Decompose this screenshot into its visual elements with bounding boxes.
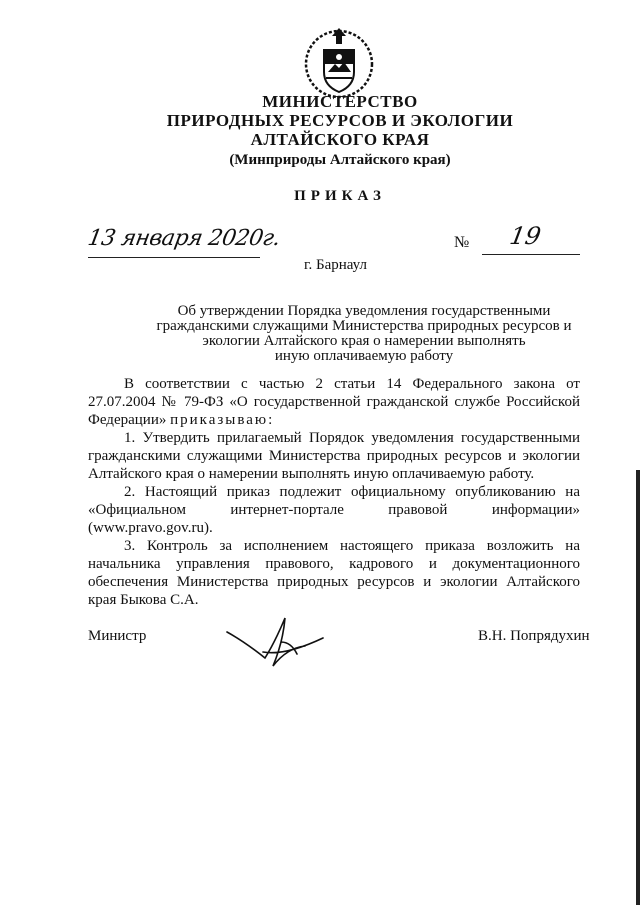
order-body (88, 375, 580, 609)
ministry-short-name: (Минприроды Алтайского края) (229, 152, 451, 168)
order-word: приказываю: (170, 412, 275, 428)
preamble-paragraph (88, 375, 580, 429)
document-type: ПРИКАЗ (294, 188, 386, 204)
subject-line: экологии Алтайского края о намерении выполнять (202, 333, 526, 349)
scan-edge (636, 470, 640, 905)
signer-name: В.Н. Попрядухин (478, 628, 590, 644)
ministry-line: МИНИСТЕРСТВО (262, 92, 418, 111)
order-number: 19 (507, 222, 544, 250)
subject-line: иную оплачиваемую работу (274, 348, 454, 364)
order-item: 3. Контроль за исполнением настоящего приказа возложить на начальника управления правового, кадрового и документационного обеспечения Министерства природных ресурсов и экологии Алтайского края Быкова С.А. (88, 538, 580, 608)
order-subject (150, 304, 578, 364)
ministry-line: ПРИРОДНЫХ РЕСУРСОВ И ЭКОЛОГИИ (166, 111, 514, 130)
preamble-text: В соответствии с частью 2 статьи 14 Федерального закона от 27.07.2004 № 79-ФЗ «О государственной гражданской службе Российской Федерации» (88, 376, 580, 428)
order-date: 13 января 2020г. (85, 226, 282, 251)
number-underline (482, 254, 580, 255)
handwritten-signature-icon (225, 612, 325, 672)
signer-title: Министр (88, 628, 147, 644)
ministry-line: АЛТАЙСКОГО КРАЯ (250, 130, 430, 149)
order-item: 2. Настоящий приказ подлежит официальному опубликованию на «Официальном интернет-портале правовой информации» (www.pravo.gov.ru). (88, 484, 580, 536)
city: г. Барнаул (304, 257, 367, 273)
order-item: 1. Утвердить прилагаемый Порядок уведомления государственными гражданскими служащими Министерства природных ресурсов и экологии Алтайского края о намерении выполнять иную оплачиваемую работу. (88, 430, 580, 482)
coat-of-arms-icon (302, 22, 376, 100)
ministry-name (100, 92, 580, 149)
number-label: № (454, 234, 470, 251)
subject-line: гражданскими служащими Министерства природных ресурсов и (156, 318, 572, 334)
subject-line: Об утверждении Порядка уведомления государственными (177, 303, 551, 319)
date-underline (88, 257, 260, 258)
